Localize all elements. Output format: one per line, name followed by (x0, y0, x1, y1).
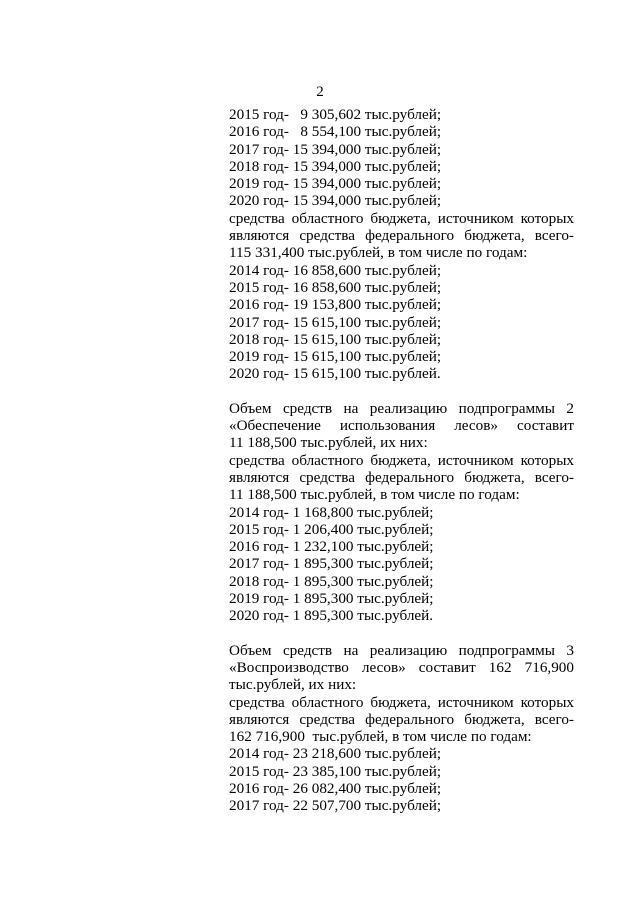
federal-source-line: средства областного бюджета, источником которых (229, 693, 574, 711)
subprogram-heading-line: Объем средств на реализацию подпрограммы 3 (229, 641, 574, 659)
federal-total-line: 162 716,900 тыс.рублей, в том числе по годам: (229, 728, 532, 746)
year-line: 2016 год- 1 232,100 тыс.рублей; (229, 538, 434, 556)
year-line: 2017 год- 15 394,000 тыс.рублей; (229, 140, 442, 158)
year-line: 2014 год- 16 858,600 тыс.рублей; (229, 261, 442, 279)
federal-source-line: средства областного бюджета, источником которых (229, 451, 574, 469)
year-line: 2014 год- 1 168,800 тыс.рублей; (229, 503, 434, 521)
funding-block-1 (229, 106, 574, 383)
year-line: 2016 год- 26 082,400 тыс.рублей; (229, 779, 442, 797)
federal-source-line: являются средства федерального бюджета, всего- (229, 710, 574, 728)
federal-source-line: являются средства федерального бюджета, всего- (229, 227, 574, 245)
document-body (229, 106, 574, 815)
year-line: 2016 год- 8 554,100 тыс.рублей; (229, 123, 442, 141)
paragraph-gap (229, 383, 574, 400)
subprogram-heading-line: Объем средств на реализацию подпрограммы 2 (229, 399, 574, 417)
year-line: 2018 год- 15 394,000 тыс.рублей; (229, 157, 442, 175)
year-line: 2015 год- 1 206,400 тыс.рублей; (229, 520, 434, 538)
year-line: 2019 год- 1 895,300 тыс.рублей; (229, 590, 434, 608)
year-line: 2020 год- 15 615,100 тыс.рублей. (229, 365, 441, 383)
year-line: 2018 год- 15 615,100 тыс.рублей; (229, 330, 442, 348)
funding-block-2 (229, 400, 574, 625)
funding-block-3 (229, 642, 574, 815)
year-line: 2018 год- 1 895,300 тыс.рублей; (229, 572, 434, 590)
federal-total-line: 115 331,400 тыс.рублей, в том числе по годам: (229, 244, 528, 262)
year-line: 2016 год- 19 153,800 тыс.рублей; (229, 296, 442, 314)
federal-total-line: 11 188,500 тыс.рублей, в том числе по годам: (229, 486, 520, 504)
year-line: 2014 год- 23 218,600 тыс.рублей; (229, 745, 442, 763)
federal-source-line: являются средства федерального бюджета, всего- (229, 468, 574, 486)
subprogram-heading-line: «Воспроизводство лесов» составит 162 716,900 (229, 658, 574, 676)
subprogram-total-line: тыс.рублей, их них: (229, 676, 357, 694)
year-line: 2019 год- 15 394,000 тыс.рублей; (229, 175, 442, 193)
year-line: 2017 год- 22 507,700 тыс.рублей; (229, 797, 442, 815)
subprogram-heading-line: «Обеспечение использования лесов» составит (229, 417, 574, 435)
year-line: 2020 год- 15 394,000 тыс.рублей; (229, 192, 442, 210)
year-line: 2020 год- 1 895,300 тыс.рублей. (229, 607, 434, 625)
federal-source-line: средства областного бюджета, источником которых (229, 209, 574, 227)
year-line: 2015 год- 9 305,602 тыс.рублей; (229, 106, 442, 123)
page-number: 2 (316, 84, 324, 100)
year-line: 2015 год- 23 385,100 тыс.рублей; (229, 762, 442, 780)
year-line: 2017 год- 1 895,300 тыс.рублей; (229, 555, 434, 573)
year-line: 2017 год- 15 615,100 тыс.рублей; (229, 313, 442, 331)
paragraph-gap (229, 625, 574, 642)
subprogram-total-line: 11 188,500 тыс.рублей, их них: (229, 434, 428, 452)
year-line: 2015 год- 16 858,600 тыс.рублей; (229, 278, 442, 296)
year-line: 2019 год- 15 615,100 тыс.рублей; (229, 348, 442, 366)
